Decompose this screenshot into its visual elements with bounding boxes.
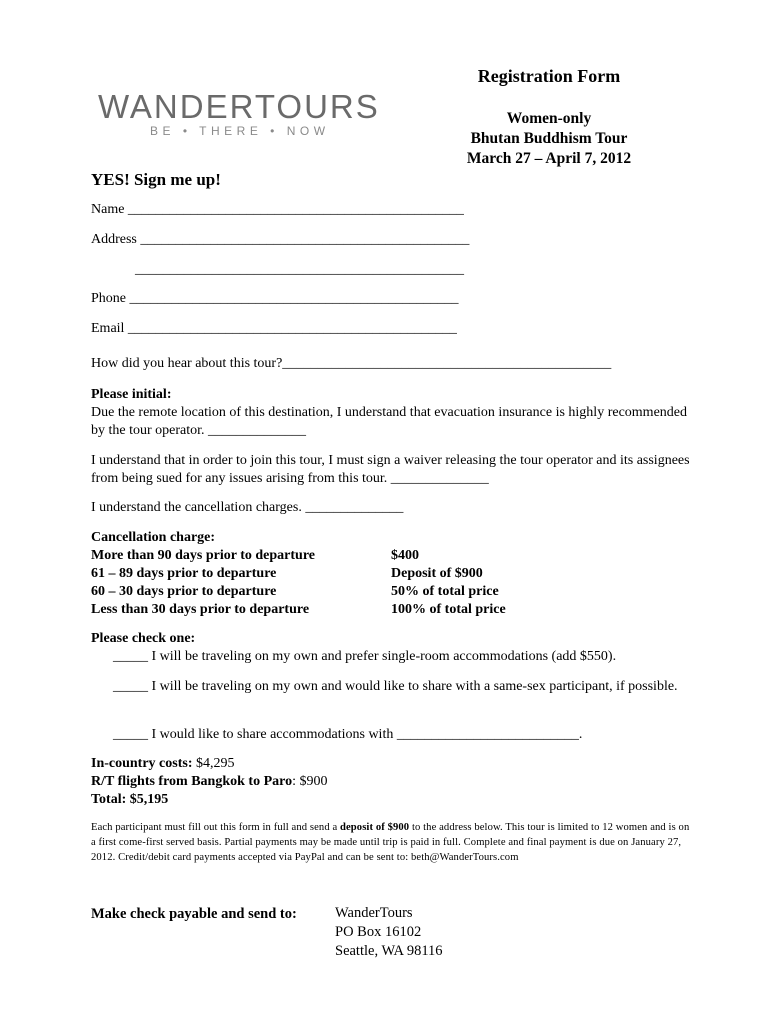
address-line2-field[interactable]: _______________________________________________ (135, 262, 464, 277)
cancellation-charge: 100% of total price (391, 602, 506, 617)
email-field[interactable]: Email _______________________________________________ (91, 321, 457, 336)
cancellation-charge: $400 (391, 548, 419, 563)
incountry-cost-value: $4,295 (192, 756, 235, 771)
cancellation-period: More than 90 days prior to departure (91, 548, 315, 563)
incountry-cost (91, 755, 691, 773)
phone-field[interactable]: Phone _______________________________________________ (91, 291, 459, 306)
flights-cost-label: R/T flights from Bangkok to Paro (91, 774, 293, 789)
flights-cost (91, 773, 691, 791)
company-logo: WANDERTOURS (98, 88, 380, 125)
signup-heading: YES! Sign me up! (91, 170, 221, 189)
option-single-room[interactable]: _____ I will be traveling on my own and prefer single-room accommodations (add $550). (113, 649, 617, 664)
total-cost: Total: $5,195 (91, 792, 169, 807)
cancellation-row (91, 601, 506, 619)
payable-label: Make check payable and send to: (91, 906, 297, 922)
insurance-acknowledgement[interactable]: Due the remote location of this destination, I understand that evacuation insurance is highly recommended by the tour operator. ______________ (91, 405, 687, 438)
incountry-cost-label: In-country costs: (91, 756, 193, 771)
cancellation-row (91, 583, 499, 601)
company-tagline: BE • THERE • NOW (150, 124, 330, 138)
tour-audience: Women-only (506, 110, 592, 127)
cancellation-charge: Deposit of $900 (391, 566, 483, 581)
cancellation-row (91, 565, 483, 583)
terms-paragraph (91, 820, 691, 865)
payee-name: WanderTours (335, 905, 413, 921)
tour-dates: March 27 – April 7, 2012 (466, 150, 632, 167)
cancellation-acknowledgement[interactable]: I understand the cancellation charges. ______________ (91, 500, 404, 515)
waiver-acknowledgement[interactable]: I understand that in order to join this tour, I must sign a waiver releasing the tour operator and its assignees from being sued for any issues arising from this tour. ______________ (91, 453, 690, 486)
cancellation-period: 60 – 30 days prior to departure (91, 584, 277, 599)
check-heading: Please check one: (91, 631, 196, 646)
tour-name: Bhutan Buddhism Tour (470, 130, 628, 147)
deposit-amount: deposit of $900 (340, 822, 410, 833)
initial-heading: Please initial: (91, 387, 172, 402)
flights-cost-value: : $900 (292, 774, 328, 789)
payee-city: Seattle, WA 98116 (335, 943, 443, 959)
option-share-with[interactable]: _____ I would like to share accommodations with __________________________. (113, 727, 583, 742)
referral-field[interactable]: How did you hear about this tour?_______________________________________________ (91, 356, 612, 371)
cancellation-heading: Cancellation charge: (91, 530, 216, 545)
name-field[interactable]: Name ________________________________________________ (91, 202, 464, 217)
option-share-room[interactable]: _____ I will be traveling on my own and would like to share with a same-sex participant, if possible. (113, 679, 678, 694)
cancellation-period: 61 – 89 days prior to departure (91, 566, 277, 581)
payee-po-box: PO Box 16102 (335, 924, 422, 940)
cancellation-period: Less than 30 days prior to departure (91, 602, 310, 617)
terms-text: Each participant must fill out this form in full and send a (91, 822, 341, 833)
terms-text-continued: to the address below. This tour is limited to 12 women and is on a first come-first served basis. Partial payments may be made until trip is paid in full. Complete and final payment is due on January 27, 2012. Credit/debit card payments accepted via PayPal and can be sent to: beth@WanderTours.com (91, 822, 690, 863)
cancellation-row (91, 547, 419, 565)
form-title: Registration Form (477, 66, 621, 86)
cancellation-charge: 50% of total price (391, 584, 499, 599)
address-field[interactable]: Address _______________________________________________ (91, 232, 470, 247)
